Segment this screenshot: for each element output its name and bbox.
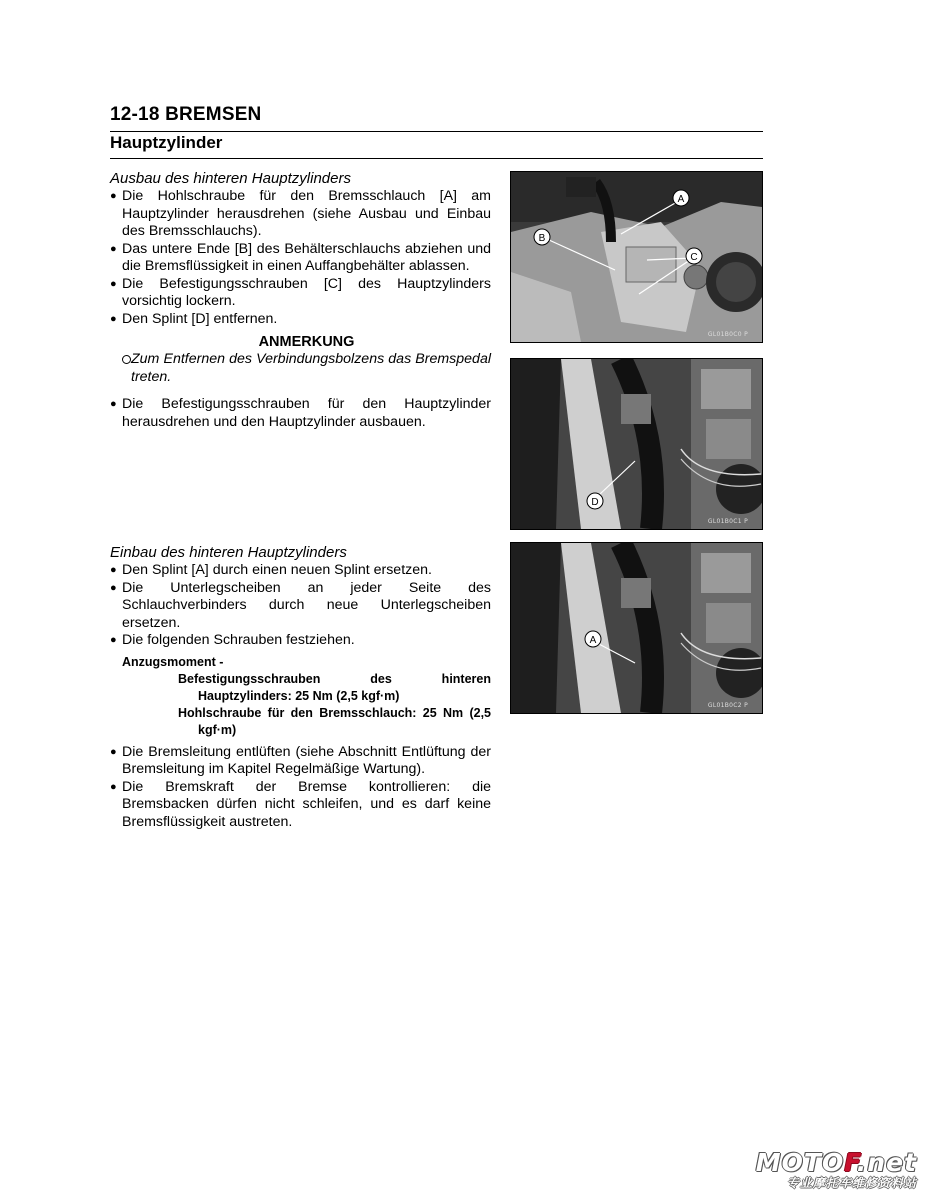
- photo-code: GL01B0C0 P: [707, 331, 748, 338]
- photo-3-image: [511, 543, 762, 713]
- removal-step: ● Die Befestigungsschrauben [C] des Hauptzylinders vorsichtig lockern.: [110, 275, 491, 309]
- removal-final-step: ● Die Befestigungsschrauben für den Hauptzylinder herausdrehen und den Hauptzylinder ausbauen.: [110, 396, 491, 430]
- watermark-logo: [756, 1150, 917, 1190]
- callout-a: A: [677, 194, 685, 205]
- callout-d: D: [591, 497, 599, 508]
- callout-a: A: [589, 635, 597, 646]
- note-heading: ANMERKUNG: [258, 334, 355, 350]
- installation-block: [110, 544, 491, 831]
- torque-item: Befestigungsschrauben des hinteren Hauptzylinders: 25 Nm (2,5 kgf·m): [178, 671, 491, 703]
- torque-spec: [110, 654, 491, 739]
- watermark-main: MOTOF.net: [755, 1148, 917, 1177]
- photo-1-image: [511, 172, 762, 342]
- installation-step: ● Den Splint [A] durch einen neuen Splint ersetzen.: [110, 562, 432, 578]
- installation-heading: Einbau des hinteren Hauptzylinders: [110, 544, 347, 561]
- photo-code: GL01B0C1 P: [707, 518, 748, 525]
- watermark-sub: 专业摩托车维修资料站: [786, 1176, 917, 1190]
- installation-step: ● Die folgenden Schrauben festziehen.: [110, 632, 355, 648]
- installation-step: ● Die Unterlegscheiben an jeder Seite des Schlauchverbinders durch neue Unterlegscheiben ersetzen.: [110, 579, 491, 631]
- page-header-title: 12-18 BREMSEN: [110, 104, 262, 125]
- removal-heading: Ausbau des hinteren Hauptzylinders: [110, 170, 351, 187]
- callout-b: B: [538, 233, 546, 244]
- header-rule: [110, 131, 763, 132]
- removal-step: ● Das untere Ende [B] des Behälterschlauchs abziehen und die Bremsflüssigkeit in einen Auffangbehälter ablassen.: [110, 240, 491, 274]
- photo-2-image: [511, 359, 762, 529]
- section-title: Hauptzylinder: [110, 133, 223, 152]
- torque-label: Anzugsmoment -: [122, 654, 224, 669]
- photo-cotter-pin-install: [510, 542, 763, 714]
- section-rule: [110, 158, 763, 159]
- removal-block: [110, 170, 491, 431]
- torque-item: Hohlschraube für den Bremsschlauch: 25 Nm (2,5 kgf·m): [178, 705, 491, 737]
- photo-cotter-pin-removal: [510, 358, 763, 530]
- removal-step: ● Die Hohlschraube für den Bremsschlauch [A] am Hauptzylinder herausdrehen (siehe Ausbau und Einbau des Bremsschlauchs).: [110, 188, 491, 239]
- photo-master-cylinder: [510, 171, 763, 343]
- photo-code: GL01B0C2 P: [707, 702, 748, 709]
- installation-final-step: ● Die Bremskraft der Bremse kontrollieren: die Bremsbacken dürfen nicht schleifen, und es darf keine Bremsflüssigkeit austreten.: [110, 778, 491, 830]
- removal-step: ● Den Splint [D] entfernen.: [110, 310, 278, 327]
- note-item: Zum Entfernen des Verbindungsbolzens das Bremspedal treten.: [110, 351, 491, 386]
- installation-final-step: ● Die Bremsleitung entlüften (siehe Abschnitt Entlüftung der Bremsleitung im Kapitel Regelmäßige Wartung).: [110, 743, 491, 777]
- callout-c: C: [690, 252, 698, 263]
